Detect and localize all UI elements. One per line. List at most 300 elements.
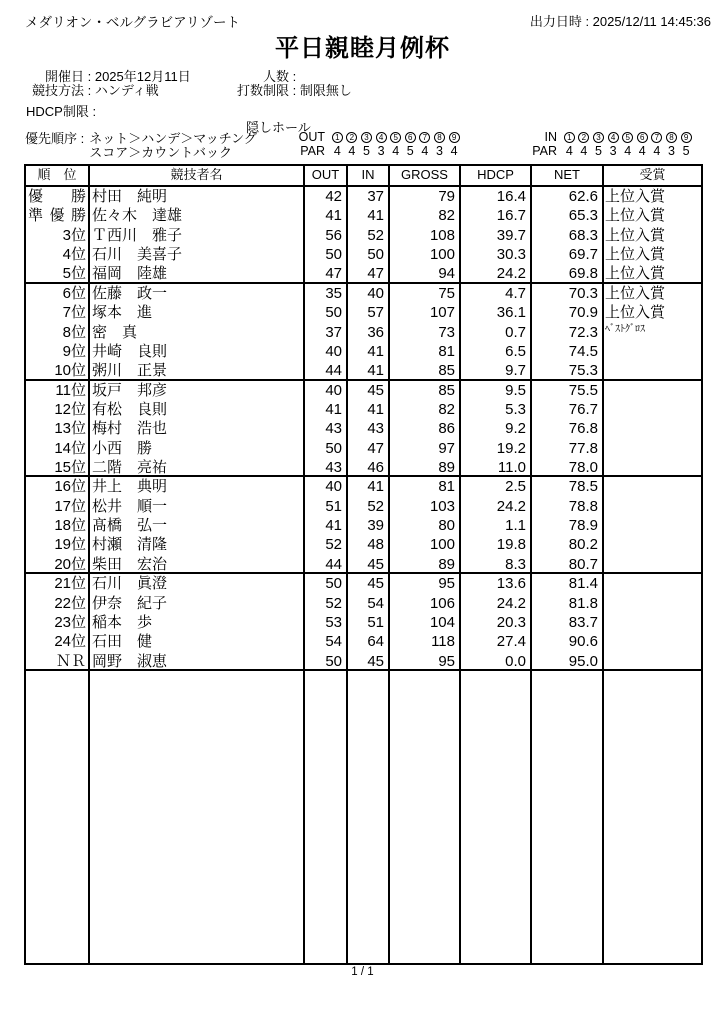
out-score-cell: 37 bbox=[305, 323, 348, 342]
priority-label: 優先順序 : bbox=[25, 131, 85, 146]
award-cell bbox=[604, 613, 701, 632]
player-count: 人数 : bbox=[263, 69, 297, 84]
circled-hole-number: 4 bbox=[608, 132, 619, 143]
award-cell bbox=[604, 594, 701, 613]
par-value: 4 bbox=[450, 144, 458, 158]
rank-cell: 8位 bbox=[26, 323, 90, 342]
rank-cell: 19位 bbox=[26, 535, 90, 554]
out-score-cell: 41 bbox=[305, 206, 348, 225]
gross-score-cell: 82 bbox=[390, 400, 461, 419]
hole-number bbox=[447, 130, 462, 144]
table-row bbox=[26, 652, 701, 671]
player-name-cell: 佐々木 達雄 bbox=[90, 206, 305, 225]
in-score-cell: 52 bbox=[348, 226, 390, 245]
rank-cell: ＮＲ bbox=[26, 652, 90, 669]
net-score-cell: 77.8 bbox=[532, 439, 604, 458]
page-title: 平日親睦月例杯 bbox=[275, 35, 450, 62]
in-score-cell: 41 bbox=[348, 400, 390, 419]
hdcp-cell: 24.2 bbox=[461, 497, 532, 516]
player-name-cell: 佐藤 政一 bbox=[90, 284, 305, 303]
rank-cell: 18位 bbox=[26, 516, 90, 535]
net-score-cell: 70.3 bbox=[532, 284, 604, 303]
in-score-cell: 41 bbox=[348, 477, 390, 496]
rank-cell: 11位 bbox=[26, 381, 90, 400]
in-score-cell: 45 bbox=[348, 555, 390, 572]
table-row bbox=[26, 206, 701, 225]
table-empty-area bbox=[26, 671, 701, 963]
gross-score-cell: 82 bbox=[390, 206, 461, 225]
award-cell bbox=[604, 361, 701, 378]
table-row bbox=[26, 632, 701, 651]
gross-score-cell: 118 bbox=[390, 632, 461, 651]
rank-cell: 6位 bbox=[26, 284, 90, 303]
out-score-cell: 43 bbox=[305, 458, 348, 475]
award-cell bbox=[604, 477, 701, 496]
circled-hole-number: 4 bbox=[376, 132, 387, 143]
table-row bbox=[26, 264, 701, 283]
player-name-cell: 村田 純明 bbox=[90, 187, 305, 206]
table-row bbox=[26, 226, 701, 245]
hole-number bbox=[620, 130, 635, 144]
event-date: 開催日 : 2025年12月11日 bbox=[45, 69, 191, 84]
gross-score-cell: 80 bbox=[390, 516, 461, 535]
in-score-cell: 47 bbox=[348, 439, 390, 458]
rank-cell: 7位 bbox=[26, 303, 90, 322]
priority-line-1: ネット＞ハンデ＞マッチング bbox=[89, 131, 257, 146]
gross-score-cell: 85 bbox=[390, 361, 461, 378]
award-cell bbox=[604, 400, 701, 419]
in-score-cell: 54 bbox=[348, 594, 390, 613]
hdcp-cell: 9.5 bbox=[461, 381, 532, 400]
circled-hole-number: 5 bbox=[622, 132, 633, 143]
net-score-cell: 68.3 bbox=[532, 226, 604, 245]
hole-number bbox=[664, 130, 679, 144]
par-value: 5 bbox=[595, 144, 602, 158]
player-name-cell: 髙橋 弘一 bbox=[90, 516, 305, 535]
player-name-cell: 松井 順一 bbox=[90, 497, 305, 516]
hdcp-cell: 4.7 bbox=[461, 284, 532, 303]
player-name-cell: 岡野 淑恵 bbox=[90, 652, 305, 669]
net-score-cell: 81.4 bbox=[532, 574, 604, 593]
table-row bbox=[26, 361, 701, 380]
player-name-cell: 村瀬 清隆 bbox=[90, 535, 305, 554]
circled-hole-number: 9 bbox=[449, 132, 460, 143]
table-row bbox=[26, 516, 701, 535]
output-datetime: 出力日時 : 2025/12/11 14:45:36 bbox=[529, 14, 711, 29]
hdcp-cell: 0.0 bbox=[461, 652, 532, 669]
table-row bbox=[26, 594, 701, 613]
hdcp-cell: 36.1 bbox=[461, 303, 532, 322]
par-value: 4 bbox=[653, 144, 661, 158]
hdcp-cell: 19.8 bbox=[461, 535, 532, 554]
out-score-cell: 56 bbox=[305, 226, 348, 245]
hole-number bbox=[432, 130, 447, 144]
net-score-cell: 78.9 bbox=[532, 516, 604, 535]
out-score-cell: 50 bbox=[305, 652, 348, 669]
net-score-cell: 90.6 bbox=[532, 632, 604, 651]
in-score-cell: 41 bbox=[348, 361, 390, 378]
circled-hole-number: 8 bbox=[434, 132, 445, 143]
table-body bbox=[26, 187, 701, 671]
player-name-cell: 小西 勝 bbox=[90, 439, 305, 458]
award-cell bbox=[604, 342, 701, 361]
par-value: 4 bbox=[565, 144, 573, 158]
out-score-cell: 54 bbox=[305, 632, 348, 651]
gross-score-cell: 107 bbox=[390, 303, 461, 322]
hdcp-cell: 30.3 bbox=[461, 245, 532, 264]
player-name-cell: 石田 健 bbox=[90, 632, 305, 651]
gross-score-cell: 108 bbox=[390, 226, 461, 245]
net-score-cell: 72.3 bbox=[532, 323, 604, 342]
circled-hole-number: 6 bbox=[405, 132, 416, 143]
award-cell: 上位入賞 bbox=[605, 265, 666, 282]
gross-score-cell: 100 bbox=[390, 535, 461, 554]
par-value: 5 bbox=[363, 144, 370, 158]
hole-number bbox=[418, 130, 433, 144]
in-score-cell: 36 bbox=[348, 323, 390, 342]
header-out: OUT bbox=[305, 166, 348, 185]
award-cell bbox=[604, 555, 701, 572]
player-name-cell: 伊奈 紀子 bbox=[90, 594, 305, 613]
hdcp-cell: 9.2 bbox=[461, 419, 532, 438]
priority-order bbox=[25, 132, 257, 159]
hole-number bbox=[345, 130, 360, 144]
circled-hole-number: 2 bbox=[346, 132, 357, 143]
table-row bbox=[26, 323, 701, 342]
hdcp-cell: 24.2 bbox=[461, 594, 532, 613]
out-score-cell: 52 bbox=[305, 535, 348, 554]
header-in: IN bbox=[348, 166, 390, 185]
award-cell: ﾍﾞｽﾄｸﾞﾛｽ bbox=[605, 323, 645, 335]
out-score-cell: 50 bbox=[305, 574, 348, 593]
circled-hole-number: 2 bbox=[578, 132, 589, 143]
par-value: 4 bbox=[348, 144, 356, 158]
out-score-cell: 50 bbox=[305, 303, 348, 322]
out-score-cell: 35 bbox=[305, 284, 348, 303]
par-value: 3 bbox=[377, 144, 385, 158]
gross-score-cell: 95 bbox=[390, 574, 461, 593]
rank-cell: 14位 bbox=[26, 439, 90, 458]
hdcp-limit: HDCP制限 : bbox=[26, 104, 97, 119]
award-cell bbox=[604, 439, 701, 458]
award-cell: 上位入賞 bbox=[605, 188, 666, 205]
rank-cell: 22位 bbox=[26, 594, 90, 613]
priority-lines bbox=[89, 132, 257, 159]
table-row bbox=[26, 342, 701, 361]
rank-cell: 4位 bbox=[26, 245, 90, 264]
gross-score-cell: 81 bbox=[390, 477, 461, 496]
net-score-cell: 95.0 bbox=[532, 652, 604, 669]
page-number: 1 / 1 bbox=[351, 966, 374, 978]
in-score-cell: 48 bbox=[348, 535, 390, 554]
gross-score-cell: 100 bbox=[390, 245, 461, 264]
hole-number bbox=[679, 130, 694, 144]
hole-number bbox=[635, 130, 650, 144]
rank-cell: 10位 bbox=[26, 361, 90, 378]
hole-number bbox=[359, 130, 374, 144]
circled-hole-number: 3 bbox=[361, 132, 372, 143]
par-value: 4 bbox=[333, 144, 341, 158]
in-score-cell: 50 bbox=[348, 245, 390, 264]
par-value: 4 bbox=[624, 144, 632, 158]
in-score-cell: 41 bbox=[348, 342, 390, 361]
hdcp-cell: 11.0 bbox=[461, 458, 532, 475]
par-label: PAR bbox=[300, 144, 325, 158]
circled-hole-number: 5 bbox=[390, 132, 401, 143]
circled-hole-number: 7 bbox=[419, 132, 430, 143]
rank-cell: 3位 bbox=[26, 226, 90, 245]
net-score-cell: 78.0 bbox=[532, 458, 604, 475]
award-cell: 上位入賞 bbox=[605, 246, 666, 264]
net-score-cell: 81.8 bbox=[532, 594, 604, 613]
player-name-cell: 石川 美喜子 bbox=[90, 245, 305, 264]
player-name-cell: 塚本 進 bbox=[90, 303, 305, 322]
net-score-cell: 80.7 bbox=[532, 555, 604, 572]
table-row bbox=[26, 477, 701, 496]
par-value: 3 bbox=[667, 144, 675, 158]
par-value: 4 bbox=[421, 144, 429, 158]
table-header-row bbox=[26, 166, 701, 187]
player-name-cell: 井崎 良則 bbox=[90, 342, 305, 361]
table-row bbox=[26, 419, 701, 438]
gross-score-cell: 95 bbox=[390, 652, 461, 669]
header-player-name: 競技者名 bbox=[90, 166, 305, 185]
hdcp-cell: 0.7 bbox=[461, 323, 532, 342]
hole-side-label: IN bbox=[544, 130, 557, 144]
rank-cell: 準優勝 bbox=[26, 206, 90, 225]
results-table bbox=[24, 164, 703, 965]
player-name-cell: 石川 眞澄 bbox=[90, 574, 305, 593]
net-score-cell: 83.7 bbox=[532, 613, 604, 632]
circled-hole-number: 1 bbox=[332, 132, 343, 143]
out-score-cell: 47 bbox=[305, 264, 348, 281]
hole-number bbox=[577, 130, 592, 144]
net-score-cell: 69.7 bbox=[532, 245, 604, 264]
gross-score-cell: 73 bbox=[390, 323, 461, 342]
hidden-holes-in bbox=[526, 130, 693, 158]
table-row bbox=[26, 400, 701, 419]
gross-score-cell: 97 bbox=[390, 439, 461, 458]
hdcp-cell: 6.5 bbox=[461, 342, 532, 361]
player-name-cell: 密 真 bbox=[90, 323, 305, 342]
net-score-cell: 65.3 bbox=[532, 206, 604, 225]
table-row bbox=[26, 535, 701, 554]
header-hdcp: HDCP bbox=[461, 166, 532, 185]
par-value: 3 bbox=[435, 144, 443, 158]
gross-score-cell: 89 bbox=[390, 555, 461, 572]
out-score-cell: 42 bbox=[305, 187, 348, 206]
competition-method: 競技方法 : ハンディ戦 bbox=[32, 83, 159, 98]
table-row bbox=[26, 245, 701, 264]
circled-hole-number: 8 bbox=[666, 132, 677, 143]
hidden-holes-out bbox=[294, 130, 461, 158]
gross-score-cell: 79 bbox=[390, 187, 461, 206]
gross-score-cell: 89 bbox=[390, 458, 461, 475]
hdcp-cell: 2.5 bbox=[461, 477, 532, 496]
award-cell: 上位入賞 bbox=[605, 284, 666, 302]
circled-hole-number: 9 bbox=[681, 132, 692, 143]
out-score-cell: 44 bbox=[305, 361, 348, 378]
hdcp-cell: 39.7 bbox=[461, 226, 532, 245]
in-score-cell: 52 bbox=[348, 497, 390, 516]
player-name-cell: 稲本 歩 bbox=[90, 613, 305, 632]
rank-cell: 20位 bbox=[26, 555, 90, 572]
award-cell bbox=[604, 652, 701, 669]
priority-line-2: スコア＞カウントバック bbox=[89, 144, 232, 160]
player-name-cell: 粥川 正景 bbox=[90, 361, 305, 378]
table-row bbox=[26, 187, 701, 206]
gross-score-cell: 103 bbox=[390, 497, 461, 516]
hdcp-cell: 1.1 bbox=[461, 516, 532, 535]
player-name-cell: 梅村 浩也 bbox=[90, 419, 305, 438]
out-score-cell: 50 bbox=[305, 245, 348, 264]
par-value: 3 bbox=[609, 144, 617, 158]
par-value: 4 bbox=[638, 144, 646, 158]
award-cell bbox=[604, 535, 701, 554]
award-cell bbox=[604, 497, 701, 516]
rank-cell: 23位 bbox=[26, 613, 90, 632]
net-score-cell: 76.8 bbox=[532, 419, 604, 438]
out-score-cell: 43 bbox=[305, 419, 348, 438]
par-value: 4 bbox=[392, 144, 400, 158]
par-value: 5 bbox=[682, 144, 690, 158]
net-score-cell: 74.5 bbox=[532, 342, 604, 361]
table-row bbox=[26, 381, 701, 400]
net-score-cell: 70.9 bbox=[532, 303, 604, 322]
out-score-cell: 44 bbox=[305, 555, 348, 572]
hdcp-cell: 24.2 bbox=[461, 264, 532, 281]
par-value: 4 bbox=[580, 144, 588, 158]
out-score-cell: 41 bbox=[305, 400, 348, 419]
rank-cell: 17位 bbox=[26, 497, 90, 516]
table-row bbox=[26, 303, 701, 322]
hdcp-cell: 20.3 bbox=[461, 613, 532, 632]
in-score-cell: 51 bbox=[348, 613, 390, 632]
rank-cell: 優 勝 bbox=[26, 187, 90, 206]
hole-number bbox=[403, 130, 418, 144]
net-score-cell: 75.3 bbox=[532, 361, 604, 378]
rank-cell: 5位 bbox=[26, 264, 90, 281]
gross-score-cell: 81 bbox=[390, 342, 461, 361]
hdcp-cell: 27.4 bbox=[461, 632, 532, 651]
circled-hole-number: 6 bbox=[637, 132, 648, 143]
rank-cell: 24位 bbox=[26, 632, 90, 651]
hole-number bbox=[591, 130, 606, 144]
rank-cell: 12位 bbox=[26, 400, 90, 419]
table-row bbox=[26, 555, 701, 574]
hdcp-cell: 13.6 bbox=[461, 574, 532, 593]
hole-number bbox=[330, 130, 345, 144]
in-score-cell: 47 bbox=[348, 264, 390, 281]
in-score-cell: 40 bbox=[348, 284, 390, 303]
gross-score-cell: 86 bbox=[390, 419, 461, 438]
hole-number bbox=[388, 130, 403, 144]
in-score-cell: 37 bbox=[348, 187, 390, 206]
award-cell bbox=[604, 381, 701, 400]
net-score-cell: 62.6 bbox=[532, 187, 604, 206]
in-score-cell: 45 bbox=[348, 652, 390, 669]
net-score-cell: 80.2 bbox=[532, 535, 604, 554]
table-row bbox=[26, 613, 701, 632]
player-name-cell: 有松 良則 bbox=[90, 400, 305, 419]
gross-score-cell: 106 bbox=[390, 594, 461, 613]
resort-name: メダリオン・ベルグラビアリゾート bbox=[25, 15, 241, 30]
gross-score-cell: 94 bbox=[390, 264, 461, 281]
rank-cell: 21位 bbox=[26, 574, 90, 593]
out-score-cell: 40 bbox=[305, 342, 348, 361]
table-row bbox=[26, 497, 701, 516]
par-value: 5 bbox=[406, 144, 414, 158]
header-net: NET bbox=[532, 166, 604, 185]
rank-cell: 13位 bbox=[26, 419, 90, 438]
award-cell bbox=[604, 574, 701, 593]
stroke-limit: 打数制限 : 制限無し bbox=[237, 83, 352, 98]
hole-number bbox=[562, 130, 577, 144]
rank-cell: 16位 bbox=[26, 477, 90, 496]
hdcp-cell: 19.2 bbox=[461, 439, 532, 458]
in-score-cell: 43 bbox=[348, 419, 390, 438]
circled-hole-number: 1 bbox=[564, 132, 575, 143]
out-score-cell: 41 bbox=[305, 516, 348, 535]
hole-number bbox=[374, 130, 389, 144]
in-score-cell: 57 bbox=[348, 303, 390, 322]
rank-cell: 9位 bbox=[26, 342, 90, 361]
table-row bbox=[26, 574, 701, 593]
out-score-cell: 40 bbox=[305, 381, 348, 400]
award-cell bbox=[604, 419, 701, 438]
hdcp-cell: 8.3 bbox=[461, 555, 532, 572]
player-name-cell: 二階 亮祐 bbox=[90, 458, 305, 475]
out-score-cell: 50 bbox=[305, 439, 348, 458]
hole-number bbox=[650, 130, 665, 144]
net-score-cell: 78.8 bbox=[532, 497, 604, 516]
in-score-cell: 45 bbox=[348, 574, 390, 593]
par-label: PAR bbox=[532, 144, 557, 158]
award-cell: 上位入賞 bbox=[605, 207, 666, 225]
hole-side-label: OUT bbox=[298, 130, 325, 144]
hdcp-cell: 5.3 bbox=[461, 400, 532, 419]
out-score-cell: 51 bbox=[305, 497, 348, 516]
rank-cell: 15位 bbox=[26, 458, 90, 475]
gross-score-cell: 104 bbox=[390, 613, 461, 632]
table-row bbox=[26, 284, 701, 303]
net-score-cell: 78.5 bbox=[532, 477, 604, 496]
award-cell: 上位入賞 bbox=[605, 304, 666, 322]
hdcp-cell: 16.7 bbox=[461, 206, 532, 225]
hdcp-cell: 9.7 bbox=[461, 361, 532, 378]
net-score-cell: 69.8 bbox=[532, 264, 604, 281]
hdcp-cell: 16.4 bbox=[461, 187, 532, 206]
award-cell: 上位入賞 bbox=[605, 226, 666, 244]
player-name-cell: Ｔ西川 雅子 bbox=[90, 226, 305, 245]
out-score-cell: 53 bbox=[305, 613, 348, 632]
in-score-cell: 41 bbox=[348, 206, 390, 225]
in-score-cell: 64 bbox=[348, 632, 390, 651]
circled-hole-number: 7 bbox=[651, 132, 662, 143]
out-score-cell: 52 bbox=[305, 594, 348, 613]
net-score-cell: 76.7 bbox=[532, 400, 604, 419]
table-row bbox=[26, 439, 701, 458]
header-gross: GROSS bbox=[390, 166, 461, 185]
award-cell bbox=[604, 516, 701, 535]
hidden-holes-label: 隠しホール bbox=[246, 120, 311, 135]
out-score-cell: 40 bbox=[305, 477, 348, 496]
in-score-cell: 45 bbox=[348, 381, 390, 400]
hole-number bbox=[606, 130, 621, 144]
table-row bbox=[26, 458, 701, 477]
player-name-cell: 坂戸 邦彦 bbox=[90, 381, 305, 400]
net-score-cell: 75.5 bbox=[532, 381, 604, 400]
